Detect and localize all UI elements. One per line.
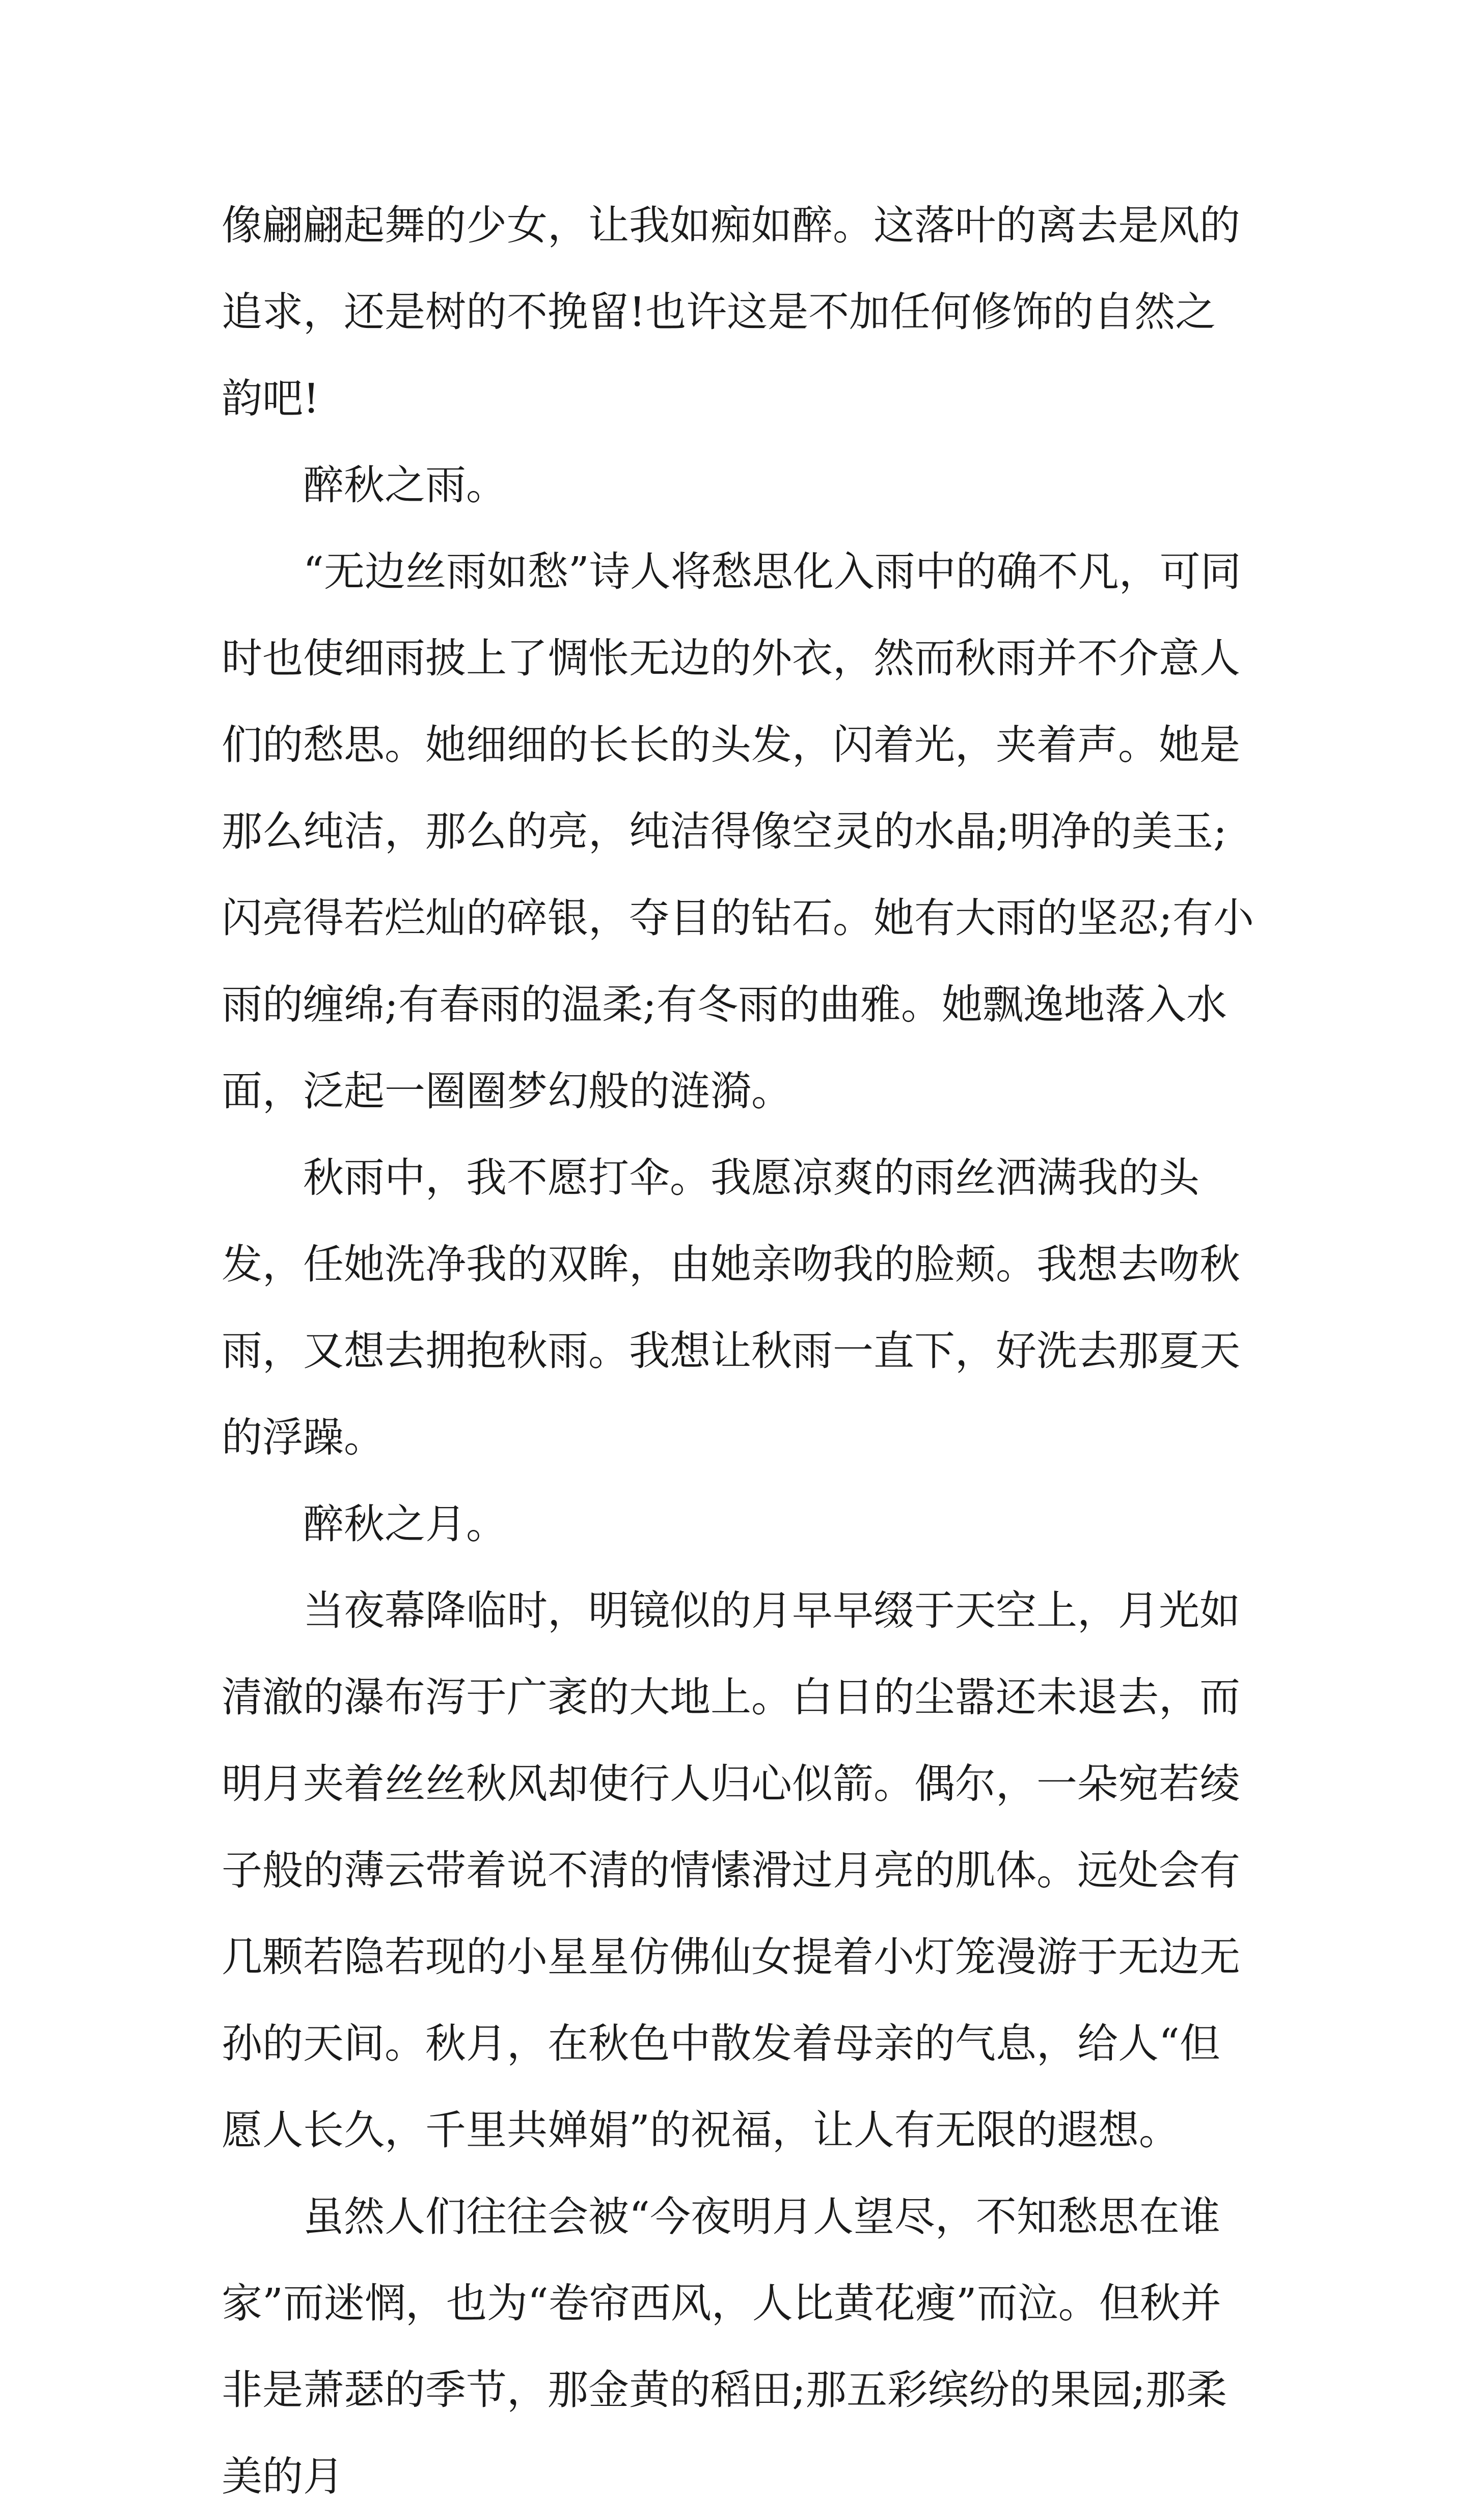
paragraph-autumn-rain: “无边丝雨如愁”诗人将愁思化入雨中的确不凡，可同时也使细雨披上了惆怅无边的外衣，然而秋雨并不介意人们的愁思。她细细的长长的头发，闪着光，夹着声。她是那么纯洁，那么的亮，纯洁得像空灵的水晶;明净的美玉;闪亮得若烂灿的碎银，夺目的钻石。她有大雨的坚忍;有小雨的缠绵;有春雨的温柔;有冬雨的曲雅。她飘逸地落入水面，泛起一圈圈梦幻般的涟漪。: [222, 548, 1254, 1115]
paragraph-autumn-moon: 当夜幕降临时，明镜似的月早早缀于天空上，月光如清澈的瀑布泻于广袤的大地上。白日的尘嚣还未退去，而明月夹着丝丝秋风却使行人归心似箭。偶尔，一朵宛若绫子般的薄云带着说不清的情愫滑过月亮的肌体。远处会有几颗若隐若现的小星星仿佛仙女提着小灯笼漫游于无边无孙的天间。秋月，在秋色中散发着母亲的气息，给人“但愿人长久，千里共婵娟”的祝福，让人有无限的遐想。: [222, 1587, 1240, 2154]
paragraph-continuation: 像翩翩起舞的少女，让我如痴如醉。这落叶的离去是风的追求，还是树的不挽留!也许这是不加任何修饰的自然之韵吧!: [222, 202, 1240, 422]
section-heading-autumn-rain: 醉秋之雨。: [303, 461, 507, 509]
section-heading-autumn-moon: 醉秋之月。: [303, 1500, 507, 1548]
paragraph-closing: 虽然人们往往会被“今夜明月人望尽，不知愁思在谁家”而迷惘，也为“卷帘西风，人比黄花瘦”而泣。但秋并非是萧瑟的季节，那金黄的稻田;那五彩缤纷的果园;那柔美的月: [222, 2193, 1227, 2500]
paragraph-in-the-rain: 秋雨中，我不愿打伞。我愿凉爽的雨丝洒满我的头发，任她洗净我的双眸，由她亲吻我的脸颊。我想去吻秋雨，又想去拥抱秋雨。我想让秋雨一直下，好洗去那夏天的浮躁。: [222, 1154, 1240, 1461]
document-body: [222, 182, 1255, 2520]
